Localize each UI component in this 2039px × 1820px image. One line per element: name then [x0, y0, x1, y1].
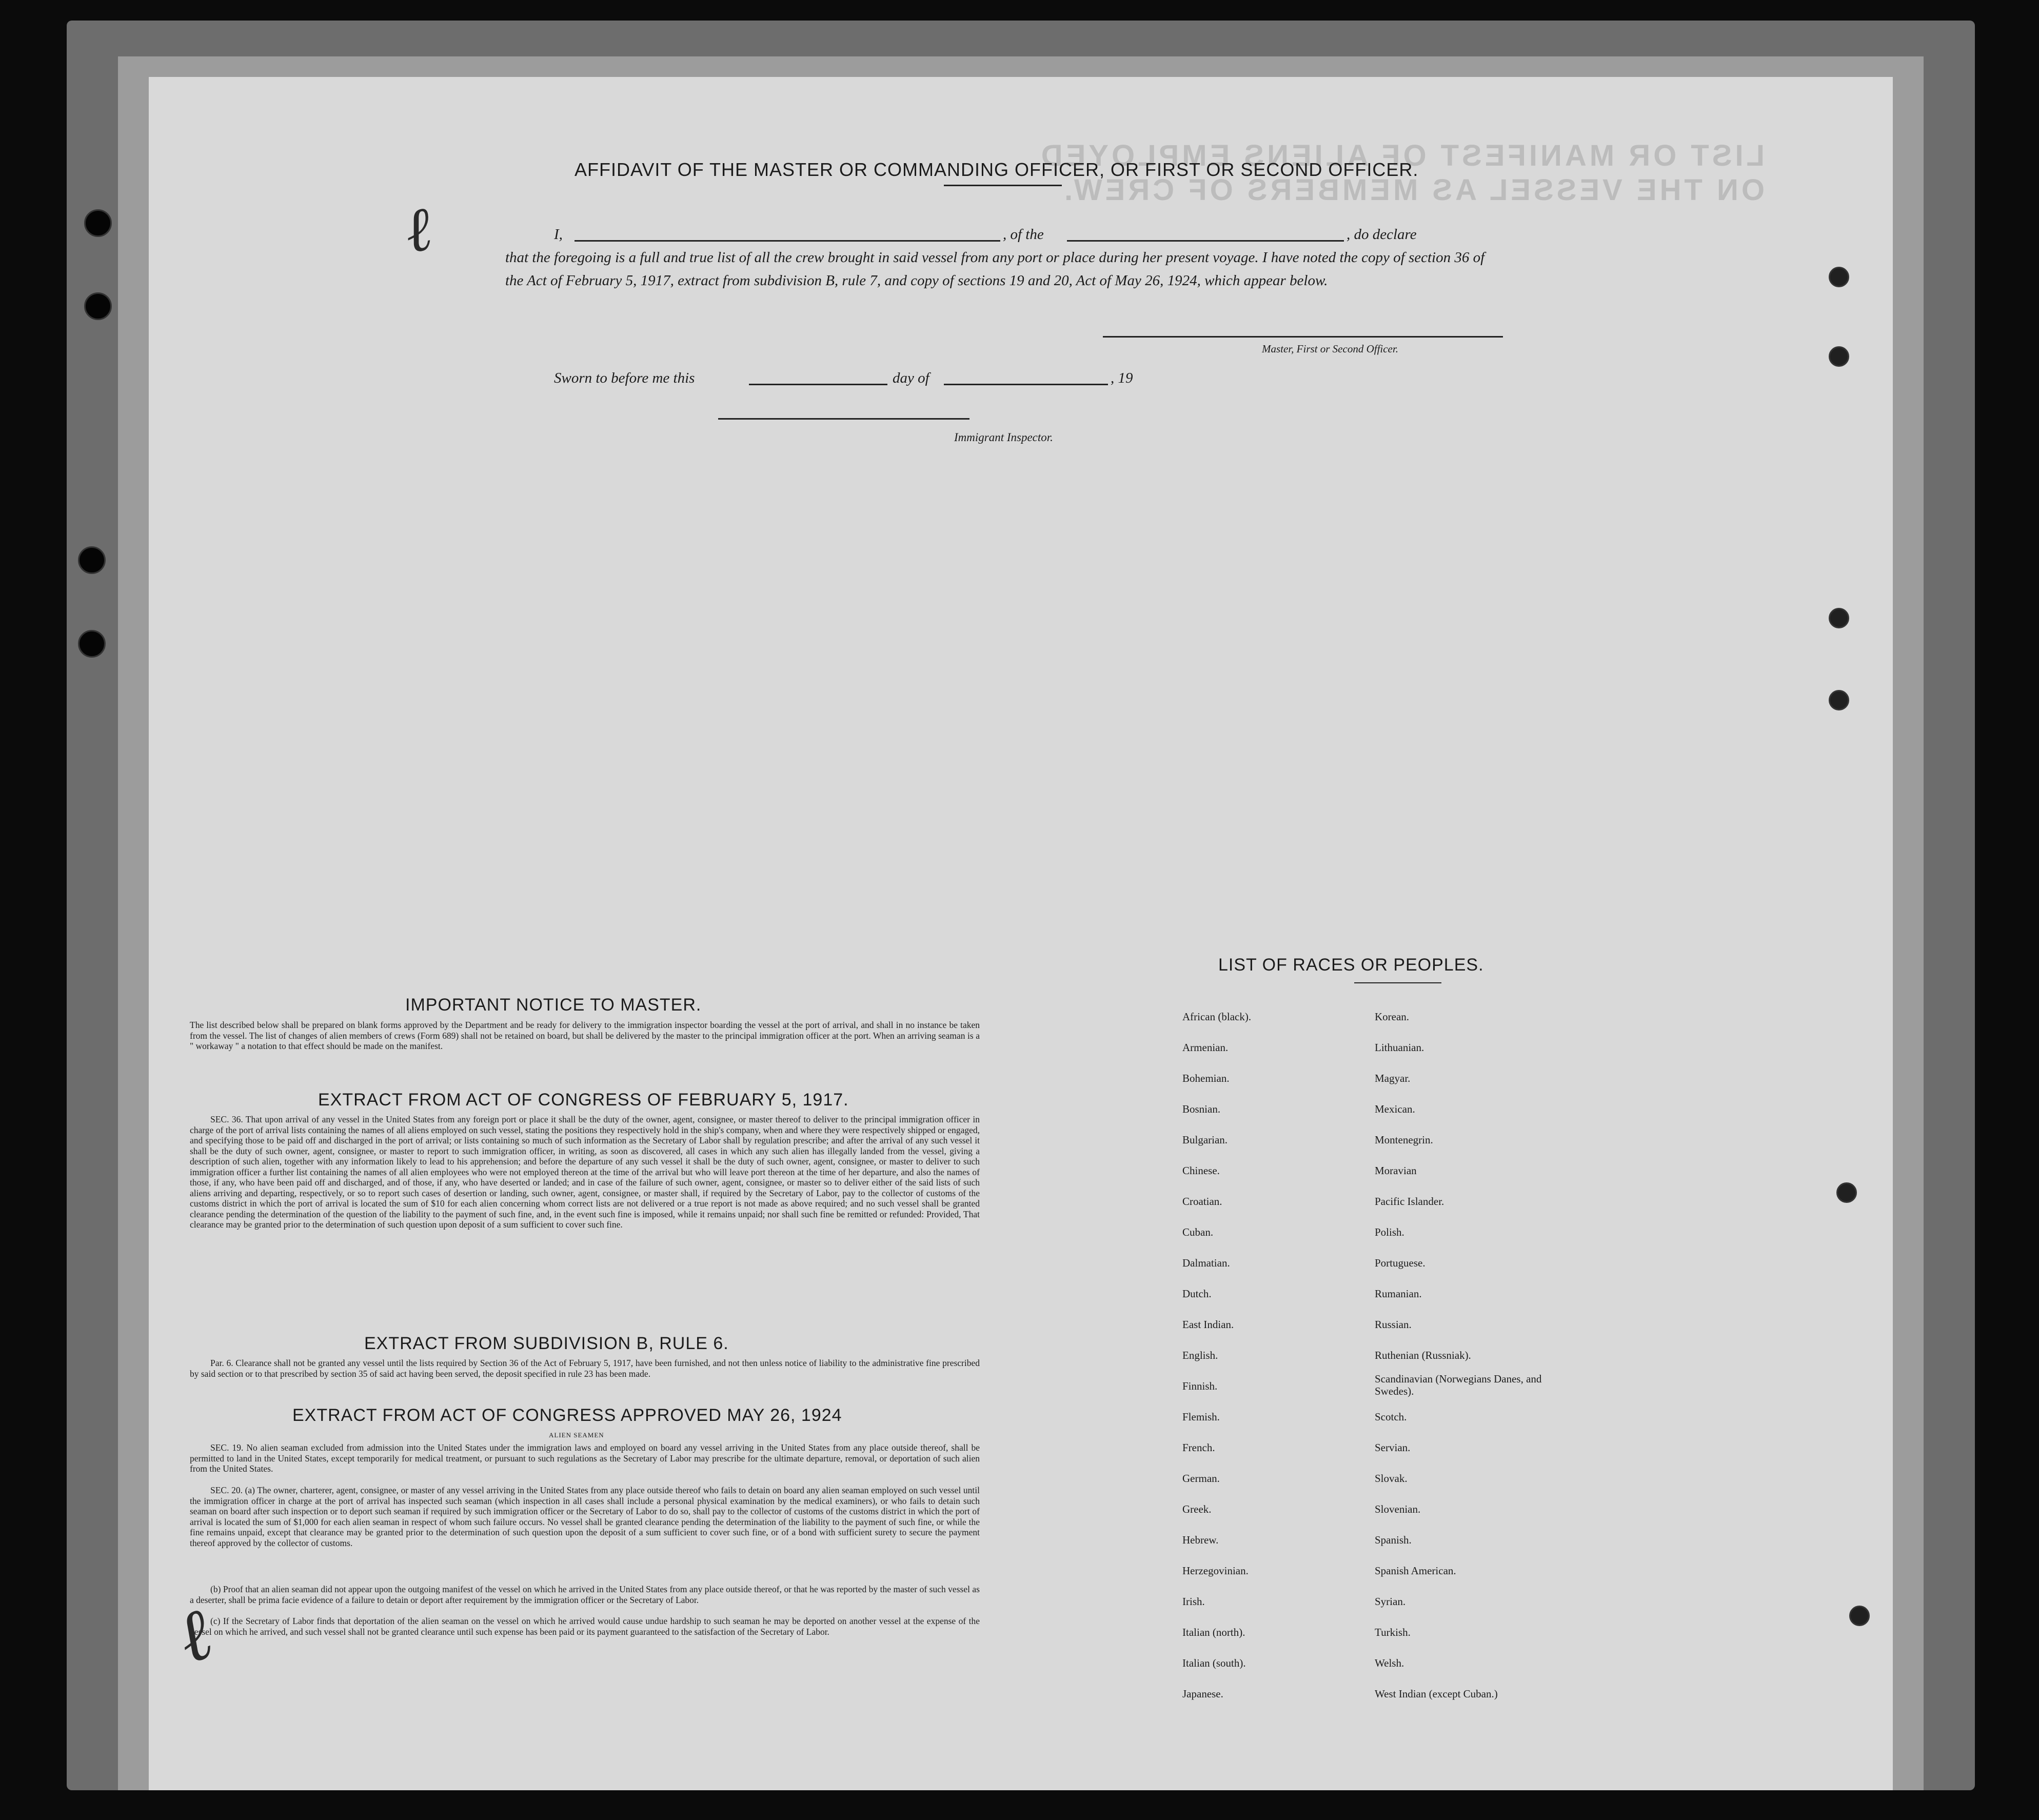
- affidavit-declare-label: , do declare: [1347, 226, 1417, 243]
- race-item: Bosnian.: [1182, 1103, 1221, 1115]
- race-item: Pacific Islander.: [1375, 1195, 1444, 1208]
- race-item: Irish.: [1182, 1595, 1205, 1608]
- race-item: Korean.: [1375, 1011, 1410, 1023]
- race-item: Lithuanian.: [1375, 1041, 1424, 1054]
- race-item: West Indian (except Cuban.): [1375, 1688, 1498, 1700]
- year-label: , 19: [1111, 370, 1133, 386]
- race-item: English.: [1182, 1349, 1218, 1361]
- race-item: Spanish American.: [1375, 1565, 1456, 1577]
- sec20a-text: SEC. 20. (a) The owner, charterer, agent, consignee, or master of any vessel arriving in the United States from any place outside thereof who fails to detain on board any alien seaman employed on such vessel until the immigration officer in charge at the port of arrival has inspected such seaman (which inspection in all cases shall include a personal physical examination by the medical examiners), or who fails to detain such seaman on board after such inspection or to deport such seaman if required by such immigration officer or the Secretary of Labor to do so, shall pay to the collector of customs of the customs district in which the port of arrival is located the sum of $1,000 for each alien seaman in respect of whom such failure occurs. No vessel shall be granted clearance pending the determination of the liability to the payment of such fine, or while the fine remains unpaid, except that clearance may be granted prior to the determination of such question upon the deposit of a sum sufficient to cover such fine, or of a bond with sufficient surety to secure the payment thereof approved by the collector of customs.: [190, 1485, 980, 1548]
- race-item: Polish.: [1375, 1226, 1404, 1238]
- master-signature-line: [1103, 336, 1503, 338]
- binder-hole: [78, 630, 106, 658]
- binder-hole: [1836, 1182, 1857, 1203]
- binder-hole: [1829, 346, 1849, 367]
- races-title: LIST OF RACES OR PEOPLES.: [1218, 955, 1484, 975]
- vessel-blank: [1067, 240, 1344, 242]
- notice-title: IMPORTANT NOTICE TO MASTER.: [405, 995, 702, 1015]
- sec19-text: SEC. 19. No alien seaman excluded from admission into the United States under the immigration laws and employed on board any vessel arriving in the United States from any place outside thereof, shall be permitted to land in the United States, except temporarily for medical treatment, or pursuant to such regulations as the Secretary of Labor may prescribe for the ultimate departure, removal, or deportation of such alien from the United States.: [190, 1442, 980, 1474]
- race-item: Flemish.: [1182, 1411, 1220, 1423]
- race-item: Slovenian.: [1375, 1503, 1421, 1515]
- alien-seamen-subtitle: ALIEN SEAMEN: [549, 1431, 604, 1439]
- race-item: Rumanian.: [1375, 1288, 1422, 1300]
- extract-1924-title: EXTRACT FROM ACT OF CONGRESS APPROVED MAY 26, 1924: [292, 1406, 842, 1425]
- binder-hole: [1829, 267, 1849, 287]
- binder-hole: [1829, 608, 1849, 628]
- sworn-day-blank: [749, 384, 887, 385]
- extract-rule6-title: EXTRACT FROM SUBDIVISION B, RULE 6.: [364, 1334, 729, 1353]
- race-item: Greek.: [1182, 1503, 1212, 1515]
- race-item: Mexican.: [1375, 1103, 1415, 1115]
- sworn-label: Sworn to before me this: [554, 370, 695, 386]
- inspector-signature-line: [718, 418, 969, 420]
- race-item: Japanese.: [1182, 1688, 1223, 1700]
- race-item: Magyar.: [1375, 1072, 1411, 1084]
- handwritten-mark: ℓ: [167, 1594, 223, 1679]
- race-item: Dutch.: [1182, 1288, 1212, 1300]
- title-rule: [944, 185, 1062, 186]
- race-item: Chinese.: [1182, 1164, 1220, 1177]
- extract-rule6-text: Par. 6. Clearance shall not be granted any vessel until the lists required by Section 36 of the Act of February 5, 1917, have been furnished, and not then unless notice of liability to the administrative fine prescribed by said section or to that prescribed by section 35 of said act having been served, the deposit specified in rule 23 has been made.: [190, 1358, 980, 1379]
- affidavit-of-the-label: , of the: [1003, 226, 1044, 243]
- sec20b-text: (b) Proof that an alien seaman did not appear upon the outgoing manifest of the vessel on which he arrived in the United States from any place outside thereof, or that he was reported by the master of such vessel as a deserter, shall be prima facie evidence of a failure to detain or deport after requirement by the immigration officer or the Secretary of Labor.: [190, 1584, 980, 1605]
- race-item: Portuguese.: [1375, 1257, 1426, 1269]
- handwritten-mark: ℓ: [399, 194, 437, 266]
- race-item: Dalmatian.: [1182, 1257, 1230, 1269]
- race-item: Scandinavian (Norwegians Danes, and Swedes).: [1375, 1373, 1542, 1397]
- race-item: Scotch.: [1375, 1411, 1407, 1423]
- manifest-page: [149, 77, 1893, 1790]
- race-item: Herzegovinian.: [1182, 1565, 1249, 1577]
- sec20c-text: (c) If the Secretary of Labor finds that deportation of the alien seaman on the vessel on which he arrived would cause undue hardship to such seaman he may be deported on another vessel at the expense of the vessel on which he arrived, and such vessel shall not be granted clearance until such expense has been paid or its payment guaranteed to the satisfaction of the Secretary of Labor.: [190, 1616, 980, 1637]
- race-item: Finnish.: [1182, 1380, 1218, 1392]
- race-item: Syrian.: [1375, 1595, 1406, 1608]
- inspector-caption: Immigrant Inspector.: [954, 431, 1053, 444]
- race-item: Bulgarian.: [1182, 1134, 1228, 1146]
- bleed-through-header: LIST OR MANIFEST OF ALIENS EMPLOYED ON THE VESSEL AS MEMBERS OF CREW.: [1038, 139, 1765, 207]
- binder-hole: [84, 292, 112, 320]
- race-item: Armenian.: [1182, 1041, 1229, 1054]
- race-item: Bohemian.: [1182, 1072, 1230, 1084]
- binder-hole: [1849, 1606, 1870, 1626]
- notice-text: The list described below shall be prepared on blank forms approved by the Department and be ready for delivery to the immigration inspector boarding the vessel at the port of arrival, and shall in no instance be taken from the vessel. The list of changes of alien members of crews (Form 689) shall not be retained on board, but shall be delivered by the master to the principal immigration officer at the port. When an arriving seaman is a " workaway " a notation to that effect should be made on the manifest.: [190, 1020, 980, 1051]
- race-item: Hebrew.: [1182, 1534, 1219, 1546]
- race-item: French.: [1182, 1441, 1215, 1454]
- race-item: Slovak.: [1375, 1472, 1408, 1485]
- race-item: East Indian.: [1182, 1318, 1234, 1331]
- affidavit-title: AFFIDAVIT OF THE MASTER OR COMMANDING OFFICER, OR FIRST OR SECOND OFFICER.: [575, 159, 1419, 180]
- binder-hole: [84, 209, 112, 237]
- affidavit-body: that the foregoing is a full and true list of all the crew brought in said vessel from any port or place during her present voyage. I have noted the copy of section 36 of the Act of February 5, 1917, extract from subdivision B, rule 7, and copy of sections 19 and 20, Act of May 26, 1924, which appear below.: [505, 249, 1485, 289]
- race-item: Croatian.: [1182, 1195, 1222, 1208]
- race-item: Montenegrin.: [1375, 1134, 1433, 1146]
- extract-1917-title: EXTRACT FROM ACT OF CONGRESS OF FEBRUARY 5, 1917.: [318, 1090, 849, 1110]
- extract-1917-text: SEC. 36. That upon arrival of any vessel in the United States from any foreign port or place it shall be the duty of the owner, agent, consignee, or master thereof to deliver to the principal immigration officer in charge of the port of arrival lists containing the names of all aliens employed on such vessel, stating the positions they respectively hold in the ship's company, when and where they were respectively shipped or engaged, and specifying those to be paid off and discharged in the port of arrival; or lists containing so much of such information as the Secretary of Labor shall by regulation prescribe; and after the arrival of any such vessel it shall be the duty of such owner, agent, consignee, or master to report to such immigration officer, in writing, as soon as discovered, all cases in which any such alien has illegally landed from the vessel, giving a description of such alien, together with any information likely to lead to his apprehension; and before the departure of any such vessel it shall be the duty of such owner, agent, consignee, or master to deliver to such immigration officer a further list containing the names of all alien employees who were not employed thereon at the time of the arrival but who will leave port thereon at the time of her departure, and also the names of those, if any, who have been paid off and discharged, and of those, if any, who have deserted or landed; and in case of the failure of such owner, agent, consignee, or master so to deliver either of the said lists of such aliens arriving and departing, respectively, or so to report such cases of desertion or landing, such owner, agent, consignee, or master shall, if required by the Secretary of Labor, pay to the collector of customs of the customs district in which the port of arrival is located the sum of $10 for each alien concerning whom correct lists are not delivered or a true report is not made as above required; and no such vessel shall be granted clearance pending the determination of the question of the liability to the payment of such fine, and, in the event such fine is imposed, while it remains unpaid; nor shall such fine be remitted or refunded: Provided, That clearance may be granted prior to the determination of such question upon deposit of a sum sufficient to cover such fine.: [190, 1114, 980, 1230]
- race-item: Turkish.: [1375, 1626, 1411, 1638]
- race-item: Cuban.: [1182, 1226, 1214, 1238]
- race-item: Italian (south).: [1182, 1657, 1246, 1669]
- race-item: Moravian: [1375, 1164, 1417, 1177]
- binder-hole: [78, 546, 106, 574]
- races-title-rule: [1354, 982, 1441, 983]
- race-item: Spanish.: [1375, 1534, 1412, 1546]
- binder-hole: [1829, 690, 1849, 710]
- name-blank: [575, 240, 1000, 242]
- race-item: Servian.: [1375, 1441, 1411, 1454]
- race-item: Italian (north).: [1182, 1626, 1245, 1638]
- race-item: Ruthenian (Russniak).: [1375, 1349, 1471, 1361]
- sworn-month-blank: [944, 384, 1108, 385]
- master-signature-caption: Master, First or Second Officer.: [1262, 343, 1398, 355]
- race-item: African (black).: [1182, 1011, 1252, 1023]
- affidavit-i-label: I,: [554, 226, 563, 243]
- race-item: Russian.: [1375, 1318, 1412, 1331]
- race-item: German.: [1182, 1472, 1220, 1485]
- race-item: Welsh.: [1375, 1657, 1404, 1669]
- day-of-label: day of: [893, 370, 929, 386]
